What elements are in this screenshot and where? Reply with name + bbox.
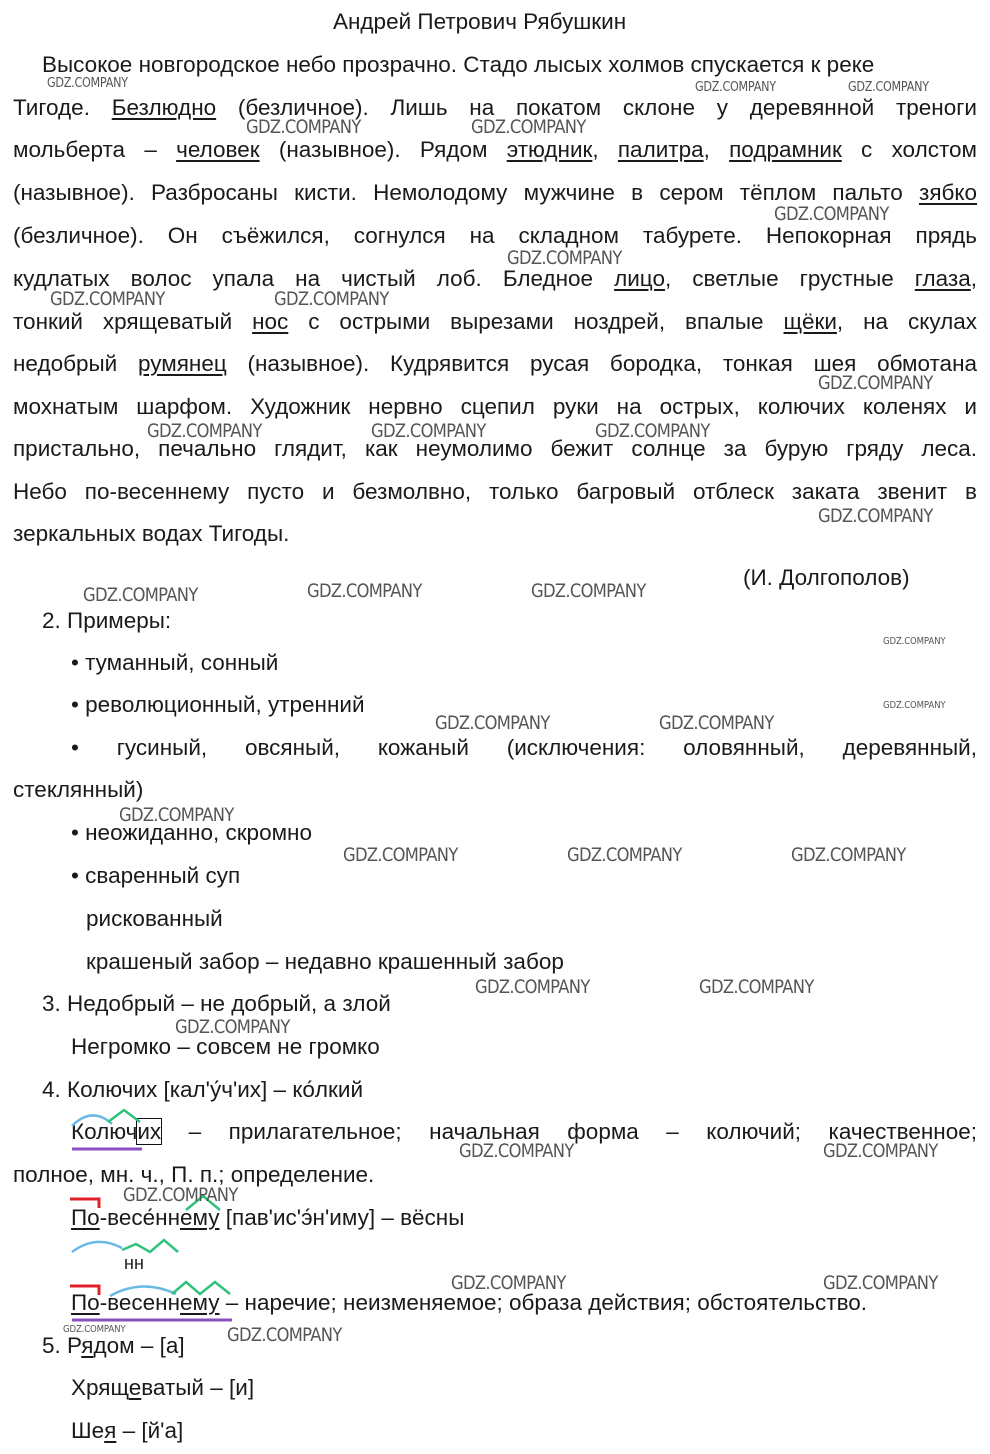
underlined-word: нос: [252, 309, 289, 334]
word-middle: -весе́нн: [99, 1205, 181, 1230]
text-line-5: (безличное). Он съёжился, согнулся на складном табурете. Непокорная прядь: [13, 223, 977, 248]
word-ending: их: [137, 1119, 162, 1144]
watermark: GDZ.COMPANY: [119, 804, 234, 826]
underlined-word: глаза: [914, 266, 971, 291]
watermark: GDZ.COMPANY: [371, 420, 486, 442]
watermark: GDZ.COMPANY: [567, 844, 682, 866]
watermark: GDZ.COMPANY: [507, 247, 622, 269]
word-middle: -весенн: [99, 1290, 181, 1315]
watermark: GDZ.COMPANY: [883, 700, 946, 711]
text-line-3: мольберта – человек (назывное). Рядом этюдник, палитра, подрамник с холстом: [13, 137, 977, 162]
underlined-letter: я: [81, 1333, 94, 1358]
watermark: GDZ.COMPANY: [451, 1272, 566, 1294]
watermark: GDZ.COMPANY: [791, 844, 906, 866]
underlined-word: румянец: [137, 351, 227, 376]
task5-line: Хрящеватый – [и]: [71, 1375, 255, 1400]
task5-line: Шея – [й'а]: [71, 1418, 184, 1443]
underlined-word: зябко: [919, 180, 977, 205]
watermark: GDZ.COMPANY: [471, 116, 586, 138]
task4-parse-cont: полное, мн. ч., П. п.; определение.: [13, 1162, 375, 1187]
watermark: GDZ.COMPANY: [695, 80, 776, 95]
watermark: GDZ.COMPANY: [83, 584, 198, 606]
text-line-2: Тигоде. Безлюдно (безличное). Лишь на покатом склоне у деревянной треноги: [13, 95, 978, 120]
watermark: GDZ.COMPANY: [147, 420, 262, 442]
watermark: GDZ.COMPANY: [123, 1184, 238, 1206]
task4-word2-line: По-весе́ннему [пав'ис'э́н'иму] – вёсны: [71, 1205, 465, 1230]
watermark: GDZ.COMPANY: [818, 505, 933, 527]
text-line-7: тонкий хрящеватый нос с острыми вырезами ноздрей, впалые щёки, на скулах: [13, 309, 977, 334]
underlined-word: щёки: [783, 309, 837, 334]
watermark: GDZ.COMPANY: [63, 1324, 126, 1335]
word-prefix: По: [71, 1205, 100, 1230]
text-line-12: зеркальных водах Тигоды.: [13, 521, 290, 546]
watermark: GDZ.COMPANY: [227, 1324, 342, 1346]
underlined-letter: я: [104, 1418, 117, 1443]
nn-label: нн: [124, 1253, 144, 1273]
task2-item-cont: стеклянный): [13, 777, 144, 802]
root-arc-mark: [72, 1242, 122, 1252]
task3-line: Негромко – совсем не громко: [71, 1034, 380, 1059]
word-prefix: По: [71, 1290, 100, 1315]
text-line-11: Небо по-весеннему пусто и безмолвно, только багровый отблеск заката звенит в: [13, 479, 977, 504]
watermark: GDZ.COMPANY: [823, 1272, 938, 1294]
task2-item: • неожиданно, скромно: [71, 820, 312, 845]
watermark: GDZ.COMPANY: [343, 844, 458, 866]
watermark: GDZ.COMPANY: [699, 976, 814, 998]
word-suffix: ему: [180, 1290, 220, 1315]
task4-line: 4. Колючих [кал'у́ч'их] – ко́лкий: [42, 1077, 364, 1102]
text-line-9: мохнатым шарфом. Художник нервно сцепил руки на острых, колючих коленях и: [13, 394, 977, 419]
task2-item: рискованный: [86, 906, 223, 931]
watermark: GDZ.COMPANY: [659, 712, 774, 734]
underlined-word: лицо: [614, 266, 665, 291]
watermark: GDZ.COMPANY: [175, 1016, 290, 1038]
watermark: GDZ.COMPANY: [435, 712, 550, 734]
watermark: GDZ.COMPANY: [848, 80, 929, 95]
watermark: GDZ.COMPANY: [246, 116, 361, 138]
watermark: GDZ.COMPANY: [50, 288, 165, 310]
task2-item: • туманный, сонный: [71, 650, 279, 675]
text-line-4: (назывное). Разбросаны кисти. Немолодому мужчине в сером тёплом пальто зябко: [13, 180, 977, 205]
watermark: GDZ.COMPANY: [595, 420, 710, 442]
text-line-8: недобрый румянец (назывное). Кудрявится русая бородка, тонкая шея обмотана: [13, 351, 978, 376]
task3-line: 3. Недобрый – не добрый, а злой: [42, 991, 391, 1016]
watermark: GDZ.COMPANY: [883, 636, 946, 647]
underlined-word: подрамник: [729, 137, 842, 162]
task5-line: 5. Рядом – [а]: [42, 1333, 185, 1358]
watermark: GDZ.COMPANY: [818, 372, 933, 394]
task4-parse-line: Колючих – прилагательное; начальная форма – колючий; качественное;: [71, 1119, 977, 1144]
task2-item: крашеный забор – недавно крашенный забор: [86, 949, 564, 974]
underlined-word: человек: [176, 137, 260, 162]
task4-word3-line: По-весеннему – наречие; неизменяемое; образа действия; обстоятельство.: [71, 1290, 868, 1315]
watermark: GDZ.COMPANY: [47, 76, 128, 91]
underlined-letter: е: [128, 1375, 142, 1400]
underlined-word: этюдник: [506, 137, 593, 162]
task2-item: • сваренный суп: [71, 863, 241, 888]
task2-heading: 2. Примеры:: [42, 608, 172, 633]
task2-item: • гусиный, овсяный, кожаный (исключения: оловянный, деревянный,: [71, 735, 977, 760]
watermark: GDZ.COMPANY: [774, 203, 889, 225]
text-line-1: Высокое новгородское небо прозрачно. Стадо лысых холмов спускается к реке: [42, 52, 875, 77]
watermark: GDZ.COMPANY: [274, 288, 389, 310]
text-line-6: кудлатых волос упала на чистый лоб. Бледное лицо, светлые грустные глаза,: [13, 266, 977, 291]
word-root: Колюч: [71, 1119, 138, 1144]
text-line-10: пристально, печально глядит, как неумолимо бежит солнце за бурую гряду леса.: [13, 436, 977, 461]
word-suffix: ему: [180, 1205, 220, 1230]
watermark: GDZ.COMPANY: [823, 1140, 938, 1162]
task2-item: • революционный, утренний: [71, 692, 365, 717]
watermark: GDZ.COMPANY: [307, 580, 422, 602]
watermark: GDZ.COMPANY: [475, 976, 590, 998]
watermark: GDZ.COMPANY: [531, 580, 646, 602]
page-title: Андрей Петрович Рябушкин: [333, 9, 627, 34]
text-author: (И. Долгополов): [743, 565, 910, 590]
watermark: GDZ.COMPANY: [459, 1140, 574, 1162]
underlined-word: Безлюдно: [111, 95, 217, 120]
underlined-word: палитра: [617, 137, 704, 162]
